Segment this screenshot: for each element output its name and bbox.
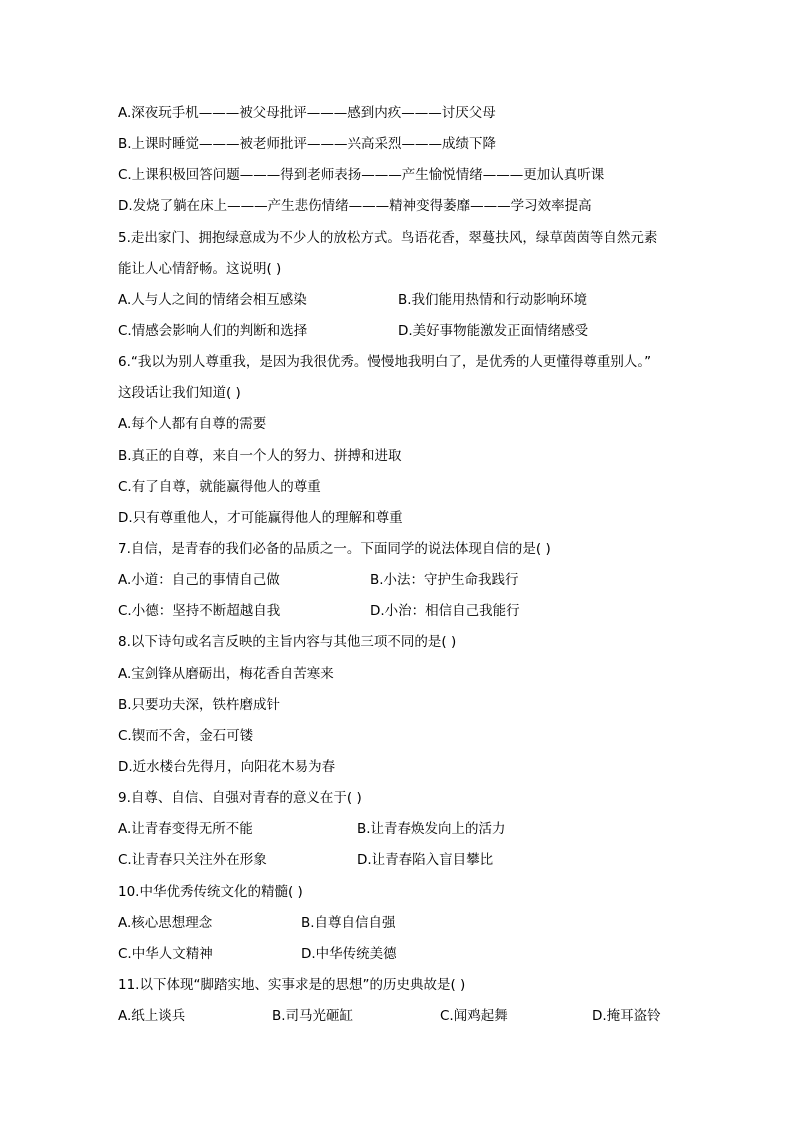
q9-option-a: A.让青春变得无所不能 <box>118 821 253 837</box>
q5-stem-line1: 5.走出家门、拥抱绿意成为不少人的放松方式。鸟语花香，翠蔓扶风，绿草茵茵等自然元素 <box>118 230 658 246</box>
q8-option-b: B.只要功夫深，铁杵磨成针 <box>118 697 281 713</box>
q7-option-b: B.小法：守护生命我践行 <box>370 572 519 588</box>
q4-option-a: A.深夜玩手机———被父母批评———感到内疚———讨厌父母 <box>118 105 496 121</box>
q7-option-d: D.小治：相信自己我能行 <box>370 603 520 619</box>
q6-option-b: B.真正的自尊，来自一个人的努力、拼搏和进取 <box>118 448 402 464</box>
q5-option-d: D.美好事物能激发正面情绪感受 <box>398 323 589 339</box>
q6-option-d: D.只有尊重他人，才可能赢得他人的理解和尊重 <box>118 510 403 526</box>
q7-stem: 7.自信，是青春的我们必备的品质之一。下面同学的说法体现自信的是( ) <box>118 541 551 557</box>
q5-option-b: B.我们能用热情和行动影响环境 <box>398 292 588 308</box>
q7-option-a: A.小道：自己的事情自己做 <box>118 572 280 588</box>
q11-option-b: B.司马光砸缸 <box>272 1008 354 1024</box>
q11-option-a: A.纸上谈兵 <box>118 1008 186 1024</box>
q10-option-c: C.中华人文精神 <box>118 946 213 962</box>
q5-option-c: C.情感会影响人们的判断和选择 <box>118 323 308 339</box>
q11-option-d: D.掩耳盗铃 <box>592 1008 661 1024</box>
q4-option-c: C.上课积极回答问题———得到老师表扬———产生愉悦情绪———更加认真听课 <box>118 167 605 183</box>
q8-stem: 8.以下诗句或名言反映的主旨内容与其他三项不同的是( ) <box>118 634 457 650</box>
q9-option-d: D.让青春陷入盲目攀比 <box>357 852 494 868</box>
q11-stem: 11.以下体现“脚踏实地、实事求是的思想”的历史典故是( ) <box>118 977 466 993</box>
q9-option-c: C.让青春只关注外在形象 <box>118 852 267 868</box>
q7-option-c: C.小德：坚持不断超越自我 <box>118 603 281 619</box>
q6-option-a: A.每个人都有自尊的需要 <box>118 416 267 432</box>
q11-option-c: C.闻鸡起舞 <box>440 1008 508 1024</box>
q5-stem-line2: 能让人心情舒畅。这说明( ) <box>118 261 282 277</box>
q6-option-c: C.有了自尊，就能赢得他人的尊重 <box>118 479 321 495</box>
q4-option-d: D.发烧了躺在床上———产生悲伤情绪———精神变得萎靡———学习效率提高 <box>118 198 592 214</box>
q10-stem: 10.中华优秀传统文化的精髓( ) <box>118 884 303 900</box>
q8-option-a: A.宝剑锋从磨砺出，梅花香自苦寒来 <box>118 666 334 682</box>
q9-option-b: B.让青春焕发向上的活力 <box>357 821 506 837</box>
q10-option-a: A.核心思想理念 <box>118 915 213 931</box>
q4-option-b: B.上课时睡觉———被老师批评———兴高采烈———成绩下降 <box>118 136 497 152</box>
q8-option-d: D.近水楼台先得月，向阳花木易为春 <box>118 759 336 775</box>
q5-option-a: A.人与人之间的情绪会相互感染 <box>118 292 307 308</box>
q10-option-b: B.自尊自信自强 <box>301 915 396 931</box>
q9-stem: 9.自尊、自信、自强对青春的意义在于( ) <box>118 790 362 806</box>
q10-option-d: D.中华传统美德 <box>301 946 397 962</box>
q6-stem-line2: 这段话让我们知道( ) <box>118 385 241 401</box>
q8-option-c: C.锲而不舍，金石可镂 <box>118 728 254 744</box>
q6-stem-line1: 6.“我以为别人尊重我，是因为我很优秀。慢慢地我明白了，是优秀的人更懂得尊重别人。” <box>118 354 652 370</box>
